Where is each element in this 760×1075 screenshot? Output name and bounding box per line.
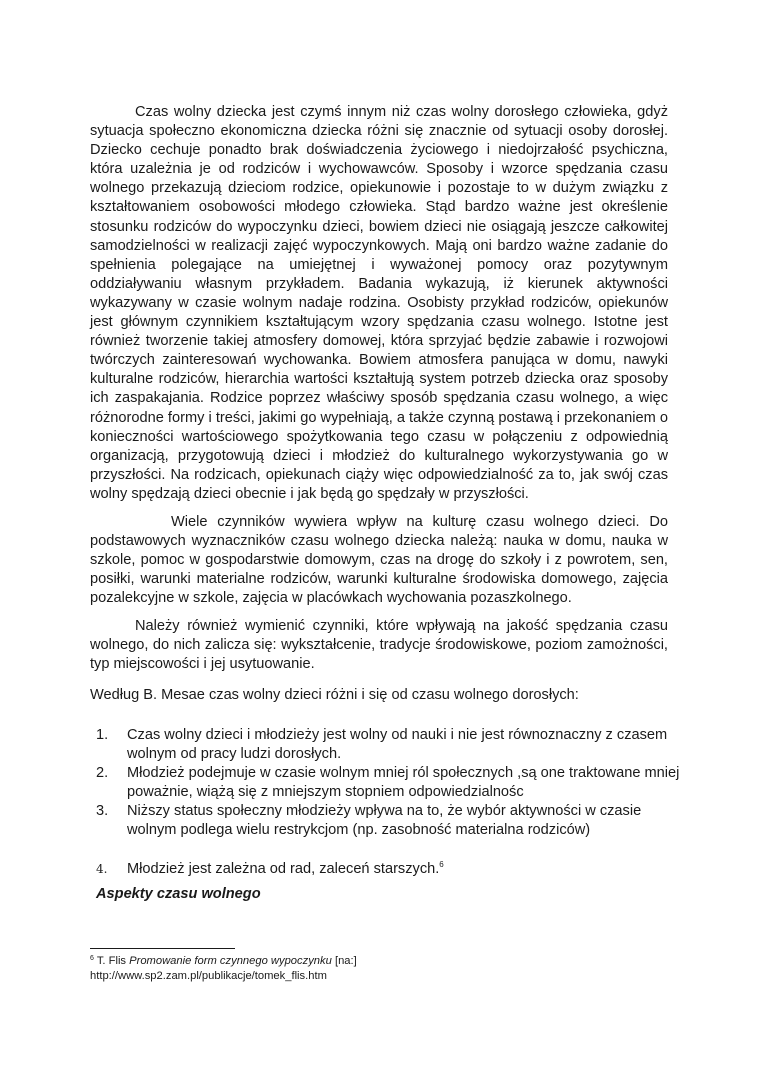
list-item-text: Młodzież jest zależna od rad, zaleceń starszych. [127, 860, 440, 877]
list-item-number: 4. [96, 861, 108, 876]
paragraph-free-time-children: Czas wolny dziecka jest czymś innym niż czas wolny dorosłego człowieka, gdyż sytuacja społeczno ekonomiczna dziecka różni się znacznie od sytuacji osoby dorosłej. Dziecko cechuje ponadto brak doświadczenia życiowego i niedojrzałość psychiczna, która uzależnia je od rodziców i wychowawców. Sposoby i wzorce spędzania czasu wolnego przekazują dzieciom rodzice, opiekunowie i pozostaje to w dużym związku z kształtowaniem osobowości młodego człowieka. Stąd bardzo ważne jest określenie stosunku rodziców do wypoczynku dzieci, bowiem dzieci nie osiągają jeszcze całkowitej samodzielności w realizacji zajęć wypoczynkowych. Mają oni bardzo ważne zadanie do spełnienia polegające na umiejętnej i wyważonej pomocy oraz pozytywnym oddziaływaniu własnym przykładem. Badania wykazują, iż kierunek aktywności wykazywany w czasie wolnym nadaje rodzina. Osobisty przykład rodziców, opiekunów jest głównym czynnikiem kształtującym wzory spędzania czasu wolnego. Istotne jest również tworzenie takiej atmosfery domowej, która sprzyjać będzie zabawie i rozwojowi twórczych zainteresowań wychowanka. Bowiem atmosfera panująca w domu, nawyki kulturalne rodziców, hierarchia wartości kształtują system potrzeb dziecka oraz sposoby ich zaspakajania. Rodzice poprzez właściwy sposób spędzania czasu wolnego, a więc różnorodne formy i treści, jakimi go wypełniają, a także czynną postawą i przekonaniem o konieczności wartościowego spożytkowania tego czasu w połączeniu z odpowiednią organizacją, przygotowują dzieci i młodzież do kulturalnego wykorzystywania go w przyszłości. Na rodzicach, opiekunach ciąży więc odpowiedzialność za to, jak swój czas wolny spędzają dzieci obecnie i jak będą go spędzały w przyszłości. [90, 104, 668, 502]
footnote-url[interactable]: http://www.sp2.zam.pl/publikacje/tomek_flis.htm [90, 970, 327, 983]
footnote-suffix: [na:] [334, 955, 357, 967]
paragraph-quality-factors: Należy również wymienić czynniki, które wpływają na jakość spędzania czasu wolnego, do nich zalicza się: wykształcenie, tradycje środowiskowe, poziom zamożności, typ miejscowości i jej usytuowanie. [90, 618, 668, 673]
footnote-reference[interactable]: 6 [439, 859, 444, 869]
section-heading: Aspekty czasu wolnego [96, 886, 261, 902]
list-item [90, 764, 690, 802]
list-item-text: Niższy status społeczny młodzieży wpływa na to, że wybór aktywności w czasie wolnym podlega wielu restrykcjom (np. zasobność materialna rodziców) [127, 803, 642, 839]
list-item [90, 726, 690, 764]
list-intro: Według B. Mesae czas wolny dzieci różni i się od czasu wolnego dorosłych: [90, 687, 579, 703]
list-item-text: Młodzież podejmuje w czasie wolnym mniej ról społecznych ,są one traktowane mniej poważnie, wiążą się z mniejszym stopniem odpowiedzialnośc [127, 765, 680, 801]
list-item [90, 860, 690, 879]
list-item-number: 2. [96, 765, 109, 782]
list-item-number: 1. [96, 727, 109, 743]
footnote-separator [90, 948, 235, 949]
list-item-text: Czas wolny dzieci i młodzieży jest wolny od nauki i nie jest równoznaczny z czasem wolnym od pracy ludzi dorosłych. [127, 727, 668, 763]
list-item-number: 3. [96, 803, 109, 820]
footnote-mark: 6 [90, 955, 94, 962]
footnote [90, 954, 510, 985]
footnote-title: Promowanie form czynnego wypoczynku [129, 955, 332, 967]
footnote-author: T. Flis [96, 955, 127, 967]
list-item [90, 802, 690, 840]
numbered-list [90, 726, 690, 879]
paragraph-factors-culture: Wiele czynników wywiera wpływ na kulturę czasu wolnego dzieci. Do podstawowych wyznaczników czasu wolnego dziecka należą: nauka w domu, nauka w szkole, pomoc w gospodarstwie domowym, czas na drogę do szkoły i z powrotem, sen, posiłki, warunki materialne rodziców, warunki kulturalne środowiska domowego, zajęcia pozalekcyjne w szkole, zajęcia w placówkach wychowania pozaszkolnego. [90, 514, 668, 607]
